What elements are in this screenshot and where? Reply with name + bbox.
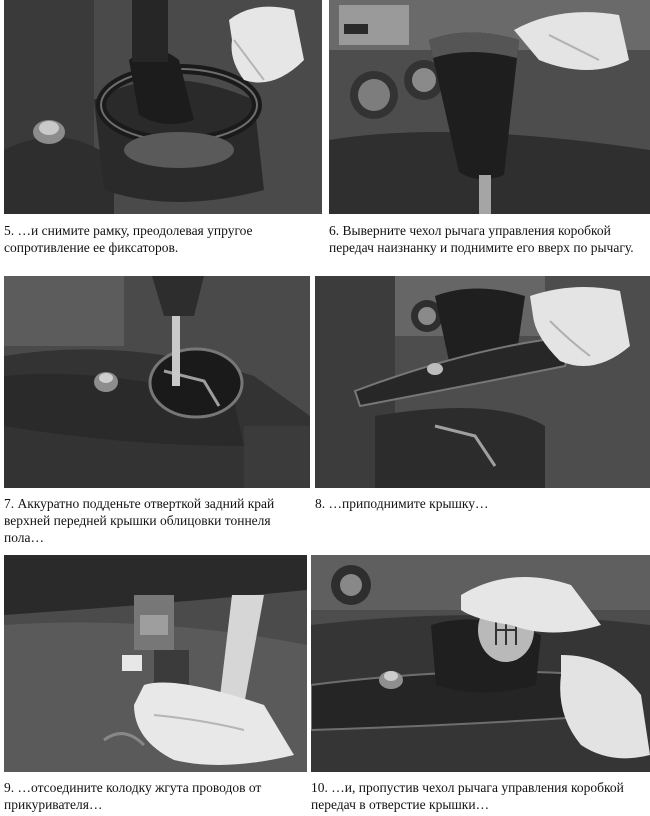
step-7-photo [4, 276, 310, 488]
step-6-photo [329, 0, 650, 214]
step-10-photo [311, 555, 650, 772]
step-5-photo [4, 0, 322, 214]
step-10-caption: 10. …и, пропустив чехол рычага управления коробкой передач в отверстие крышки… [311, 780, 624, 812]
step-5-caption: 5. …и снимите рамку, преодолевая упругое сопротивление ее фиксаторов. [4, 223, 253, 255]
step-7-caption: 7. Аккуратно подденьте отверткой задний край верхней передней крышки облицовки тоннеля пола… [4, 496, 275, 545]
step-9-caption: 9. …отсоедините колодку жгута проводов от прикуривателя… [4, 780, 262, 812]
step-9-photo [4, 555, 307, 772]
step-8-photo [315, 276, 650, 488]
step-6-caption: 6. Выверните чехол рычага управления коробкой передач наизнанку и поднимите его вверх по рычагу. [329, 223, 634, 255]
step-8-caption: 8. …приподнимите крышку… [315, 496, 489, 511]
